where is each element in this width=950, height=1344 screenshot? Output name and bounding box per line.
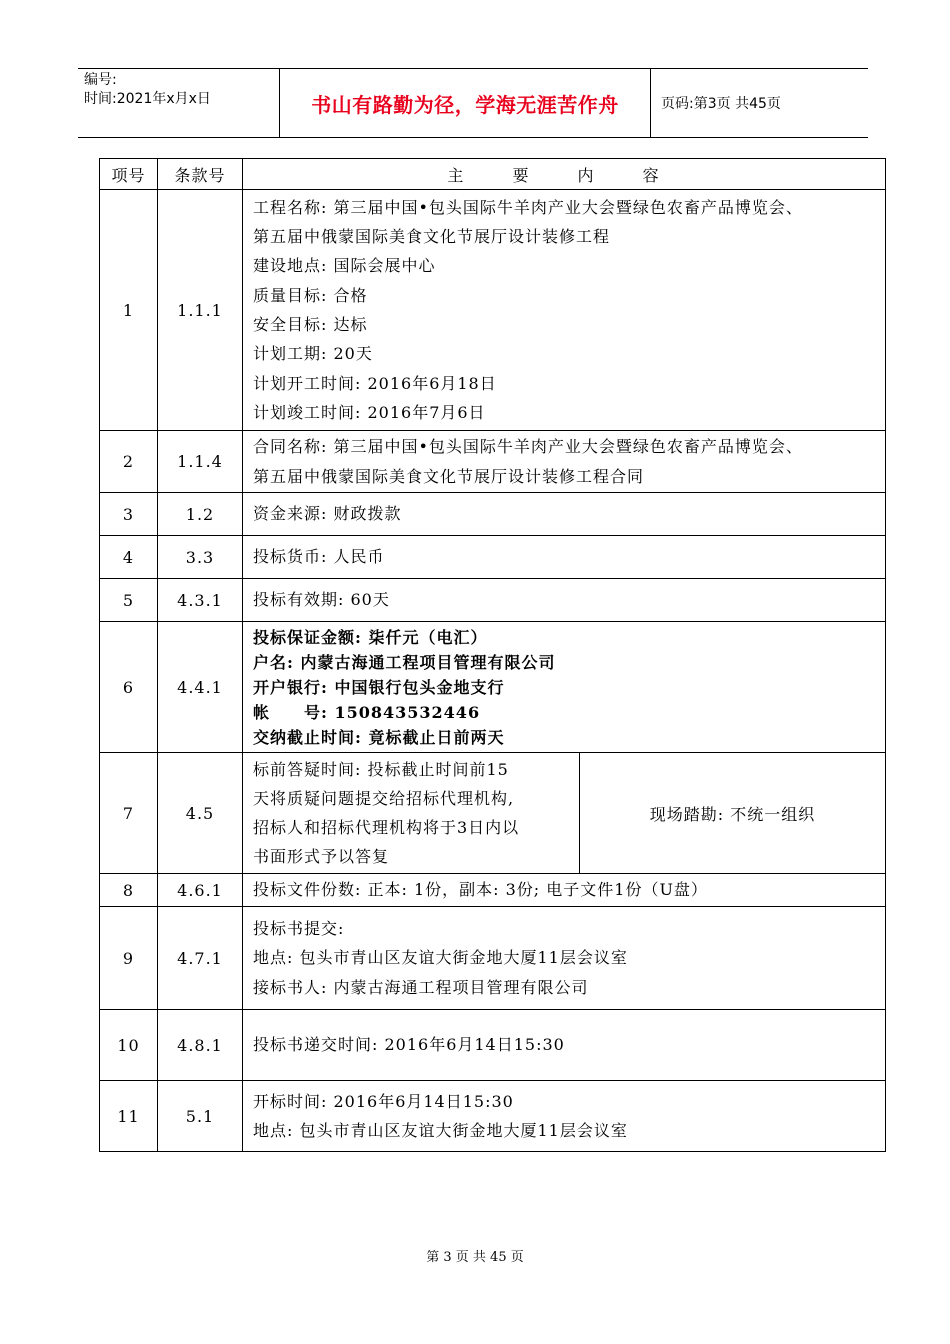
table-row [100,1010,886,1081]
content-line: 地点: 包头市青山区友谊大街金地大厦11层会议室 [253,1121,628,1140]
content-line: 交纳截止时间: 竟标截止日前两天 [253,727,505,747]
row-no: 11 [100,1081,158,1152]
row-clause: 4.3.1 [158,579,243,622]
content-line: 第五届中俄蒙国际美食文化节展厅设计装修工程合同 [253,466,645,486]
row-content [243,493,886,536]
content-line: 合同名称: 第三届中国•包头国际牛羊肉产业大会暨绿色农畜产品博览会、 [253,437,803,457]
row-no: 5 [100,579,158,622]
header-motto: 书山有路勤为径，学海无涯苦作舟 [280,69,651,137]
row-no: 2 [100,431,158,493]
row-content [243,1081,886,1152]
header-item-no: 项号 [100,159,158,190]
table-row [100,1081,886,1152]
content-line: 计划竣工时间: 2016年7月6日 [253,402,486,422]
table-row [100,431,886,493]
content-line: 计划开工时间: 2016年6月18日 [253,373,497,393]
row-clause: 4.8.1 [158,1010,243,1081]
content-line: 开标时间: 2016年6月14日15:30 [253,1091,514,1111]
content-line: 地点: 包头市青山区友谊大街金地大厦11层会议室 [253,948,628,968]
content-line: 户名: 内蒙古海通工程项目管理有限公司 [253,652,556,672]
row-content-qa [243,753,580,874]
row-clause: 4.4.1 [158,622,243,753]
table-row [100,622,886,753]
row-clause: 4.5 [158,753,243,874]
header-clause-no: 条款号 [158,159,243,190]
content-line: 投标保证金额: 柒仟元（电汇） [253,627,488,647]
row-clause: 4.7.1 [158,907,243,1010]
row-content [243,536,886,579]
row-content [243,907,886,1010]
row-no: 8 [100,874,158,907]
content-line: 计划工期: 20天 [253,344,373,364]
row-clause: 1.1.1 [158,190,243,431]
page-footer: 第 3 页 共 45 页 [426,1250,524,1265]
row-no: 4 [100,536,158,579]
content-line: 投标书提交: [253,919,345,939]
row-no: 3 [100,493,158,536]
content-line: 投标货币: 人民币 [253,547,385,567]
row-clause: 5.1 [158,1081,243,1152]
table-row [100,907,886,1010]
content-line: 天将质疑问题提交给招标代理机构, [253,789,515,808]
table-row [100,536,886,579]
doc-time-label: 时间:2021年x月x日 [84,91,211,107]
row-clause: 1.2 [158,493,243,536]
table-row [100,190,886,431]
row-content [243,190,886,431]
header-meta [78,69,280,137]
content-line: 投标书递交时间: 2016年6月14日15:30 [253,1035,565,1055]
content-line: 标前答疑时间: 投标截止时间前15 [253,760,509,779]
table-row [100,579,886,622]
row-no: 6 [100,622,158,753]
row-no: 1 [100,190,158,431]
table-header-row [100,159,886,190]
row-clause: 4.6.1 [158,874,243,907]
page-header [78,68,868,138]
content-line: 建设地点: 国际会展中心 [253,256,436,276]
content-line: 第五届中俄蒙国际美食文化节展厅设计装修工程 [253,227,611,247]
content-line: 帐 号: 150843532446 [253,702,481,722]
doc-number-label: 编号: [84,72,117,88]
row-no: 9 [100,907,158,1010]
content-line: 资金来源: 财政拨款 [253,504,402,524]
row-clause: 3.3 [158,536,243,579]
row-clause: 1.1.4 [158,431,243,493]
row-content [243,579,886,622]
row-content [243,431,886,493]
row-content [243,874,886,907]
table-row [100,874,886,907]
row-no: 10 [100,1010,158,1081]
row-content-site-visit: 现场踏勘: 不统一组织 [580,753,886,874]
content-line: 招标人和招标代理机构将于3日内以 [253,818,520,837]
content-line: 质量目标: 合格 [253,285,368,305]
header-main-content: 主 要 内 容 [243,159,886,190]
table-row [100,753,886,874]
content-line: 投标有效期: 60天 [253,590,390,610]
content-line: 安全目标: 达标 [253,315,368,334]
content-line: 工程名称: 第三届中国•包头国际牛羊肉产业大会暨绿色农畜产品博览会、 [253,197,803,217]
bid-info-table [99,158,886,1152]
content-line: 书面形式予以答复 [253,847,390,866]
content-line: 接标书人: 内蒙古海通工程项目管理有限公司 [253,977,589,997]
row-content [243,1010,886,1081]
content-line: 开户银行: 中国银行包头金地支行 [253,677,505,697]
row-no: 7 [100,753,158,874]
content-line: 投标文件份数: 正本: 1份，副本: 3份; 电子文件1份（U盘） [253,880,708,900]
header-page-number: 页码:第3页 共45页 [661,96,781,112]
table-row [100,493,886,536]
row-content [243,622,886,753]
